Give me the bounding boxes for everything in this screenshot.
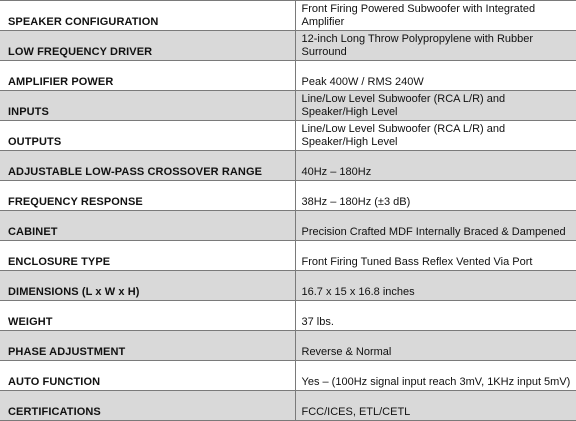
spec-row-certifications — [0, 391, 576, 421]
spec-label: INPUTS — [0, 91, 295, 121]
spec-label: ENCLOSURE TYPE — [0, 241, 295, 271]
spec-value: Reverse & Normal — [295, 331, 576, 361]
spec-label: AMPLIFIER POWER — [0, 61, 295, 91]
spec-row-phase-adjustment — [0, 331, 576, 361]
spec-label: AUTO FUNCTION — [0, 361, 295, 391]
spec-label: PHASE ADJUSTMENT — [0, 331, 295, 361]
spec-value: Front Firing Powered Subwoofer with Integrated Amplifier — [295, 1, 576, 31]
spec-label: CABINET — [0, 211, 295, 241]
spec-value: Front Firing Tuned Bass Reflex Vented Via Port — [295, 241, 576, 271]
spec-label: WEIGHT — [0, 301, 295, 331]
spec-value: 16.7 x 15 x 16.8 inches — [295, 271, 576, 301]
spec-row-crossover-range — [0, 151, 576, 181]
spec-row-cabinet — [0, 211, 576, 241]
spec-value: 37 lbs. — [295, 301, 576, 331]
spec-table-body — [0, 1, 576, 421]
spec-value: Line/Low Level Subwoofer (RCA L/R) and Speaker/High Level — [295, 121, 576, 151]
spec-value: FCC/ICES, ETL/CETL — [295, 391, 576, 421]
spec-label: LOW FREQUENCY DRIVER — [0, 31, 295, 61]
spec-value: 38Hz – 180Hz (±3 dB) — [295, 181, 576, 211]
spec-value: 12-inch Long Throw Polypropylene with Rubber Surround — [295, 31, 576, 61]
spec-row-dimensions — [0, 271, 576, 301]
spec-row-enclosure-type — [0, 241, 576, 271]
spec-value: Peak 400W / RMS 240W — [295, 61, 576, 91]
spec-value: Precision Crafted MDF Internally Braced & Dampened — [295, 211, 576, 241]
spec-row-weight — [0, 301, 576, 331]
spec-row-outputs — [0, 121, 576, 151]
spec-row-amplifier-power — [0, 61, 576, 91]
spec-label: DIMENSIONS (L x W x H) — [0, 271, 295, 301]
spec-label: CERTIFICATIONS — [0, 391, 295, 421]
spec-label: SPEAKER CONFIGURATION — [0, 1, 295, 31]
spec-row-frequency-response — [0, 181, 576, 211]
spec-label: OUTPUTS — [0, 121, 295, 151]
spec-row-low-frequency-driver — [0, 31, 576, 61]
spec-label: ADJUSTABLE LOW-PASS CROSSOVER RANGE — [0, 151, 295, 181]
spec-row-inputs — [0, 91, 576, 121]
spec-row-auto-function — [0, 361, 576, 391]
spec-label: FREQUENCY RESPONSE — [0, 181, 295, 211]
spec-value: Yes – (100Hz signal input reach 3mV, 1KHz input 5mV) — [295, 361, 576, 391]
spec-value: Line/Low Level Subwoofer (RCA L/R) and Speaker/High Level — [295, 91, 576, 121]
spec-row-speaker-configuration — [0, 1, 576, 31]
spec-value: 40Hz – 180Hz — [295, 151, 576, 181]
